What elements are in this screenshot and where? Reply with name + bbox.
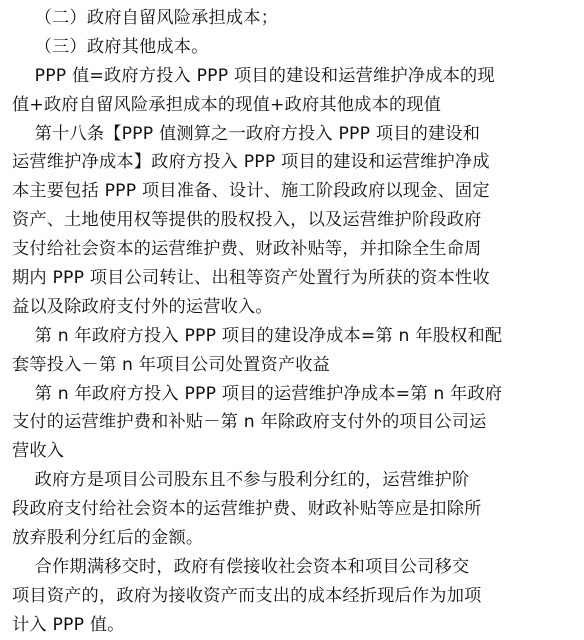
text-line: 资产、土地使用权等提供的股权投入，以及运营维护阶段政府 [12,210,482,231]
text-line: 本主要包括 PPP 项目准备、设计、施工阶段政府以现金、固定 [12,181,490,202]
paragraph-formula-ppp-value [12,62,574,120]
paragraph-item-2 [12,4,574,33]
text-line: 段政府支付给社会资本的运营维护费、财政补贴等应是扣除所 [12,499,482,520]
text-line: 营收入 [12,441,65,462]
text-line: 第 n 年政府方投入 PPP 项目的运营维护净成本=第 n 年政府 [12,383,503,404]
paragraph-formula-construction [12,322,574,380]
text-line: 期内 PPP 项目公司转让、出租等资产处置行为所获的资本性收 [12,268,490,289]
text-line: 合作期满移交时，政府有偿接收社会资本和项目公司移交 [12,556,470,577]
paragraph-item-3 [12,33,574,62]
text-line: 值+政府自留风险承担成本的现值+政府其他成本的现值 [12,94,442,115]
text-line: 计入 PPP 值。 [12,614,125,635]
text-line: 运营维护净成本】政府方投入 PPP 项目的建设和运营维护净成 [12,152,490,173]
text-line: 支付给社会资本的运营维护费、财政补贴等，并扣除全生命周 [12,239,482,260]
text-line: （二）政府自留风险承担成本； [12,8,279,28]
text-line: 益以及除政府支付外的运营收入。 [12,296,273,317]
paragraph-government-shareholder [12,466,574,553]
text-line: PPP 值=政府方投入 PPP 项目的建设和运营维护净成本的现 [12,65,495,86]
text-line: 支付的运营维护费和补贴－第 n 年除政府支付外的项目公司运 [12,412,487,433]
text-line: 政府方是项目公司股东且不参与股利分红的，运营维护阶 [12,470,470,491]
text-line: 第 n 年政府方投入 PPP 项目的建设净成本=第 n 年股权和配 [12,325,503,346]
text-line: 放弃股利分红后的金额。 [12,528,204,549]
text-line: （三）政府其他成本。 [12,36,209,57]
text-line: 项目资产的，政府为接收资产而支出的成本经折现后作为加项 [12,585,482,606]
paragraph-article-18 [12,120,574,322]
text-line: 第十八条【PPP 值测算之一政府方投入 PPP 项目的建设和 [12,123,481,144]
document-page [12,4,574,640]
text-line: 套等投入－第 n 年项目公司处置资产收益 [12,354,331,375]
paragraph-formula-operation [12,380,574,467]
paragraph-transfer-at-expiry [12,553,574,640]
